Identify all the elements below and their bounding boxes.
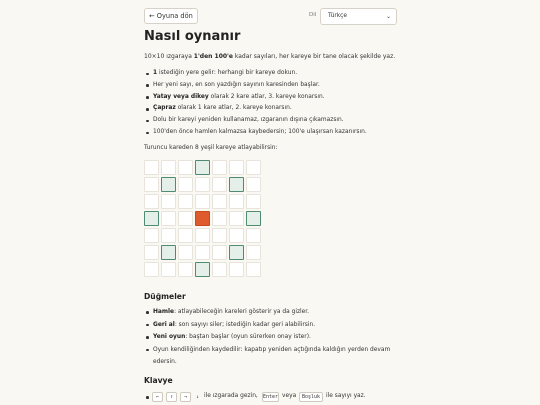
- rule-item: Yatay veya dikey olarak 2 kare atlar, 3. kareye konarsın.: [144, 92, 404, 104]
- buttons-heading: Düğmeler: [144, 292, 186, 301]
- button-help-item: Oyun kendiliğinden kaydedilir: kapatıp yeniden açtığında kaldığın yerden devam edersin.: [144, 344, 404, 369]
- intro-text: 10×10 ızgaraya 1'den 100'e kadar sayıları, her kareye bir tane olacak şekilde yaz.: [144, 53, 396, 60]
- demo-cell: [212, 228, 227, 243]
- rules-list: [144, 68, 404, 139]
- keyboard-heading: Klavye: [144, 376, 173, 385]
- demo-cell-target: [229, 177, 244, 192]
- chevron-down-icon: ⌄: [385, 13, 391, 20]
- demo-cell-target: [144, 211, 159, 226]
- demo-cell: [212, 177, 227, 192]
- demo-cell: [195, 177, 210, 192]
- bullet: [146, 396, 149, 399]
- demo-cell: [246, 177, 261, 192]
- demo-cell: [161, 160, 176, 175]
- language-select-value: Türkçe: [328, 13, 347, 19]
- demo-cell: [178, 177, 193, 192]
- demo-cell: [246, 194, 261, 209]
- demo-cell: [144, 245, 159, 260]
- language-label: Dil: [309, 12, 317, 18]
- demo-cell: [212, 245, 227, 260]
- demo-cell: [212, 211, 227, 226]
- keyboard-text-2: veya: [282, 393, 297, 399]
- demo-cell: [229, 228, 244, 243]
- keyboard-text-3: ile sayıyı yaz.: [326, 393, 366, 399]
- demo-cell: [178, 194, 193, 209]
- keyboard-help-line: [144, 392, 404, 404]
- button-help-item: Hamle: atlayabileceğin kareleri gösterir ya da gizler.: [144, 306, 404, 319]
- demo-cell: [229, 262, 244, 277]
- demo-cell: [161, 228, 176, 243]
- back-to-game-button[interactable]: ← Oyuna dön: [144, 8, 198, 24]
- demo-cell: [161, 262, 176, 277]
- rule-item: Dolu bir kareyi yeniden kullanamaz, ızgaranın dışına çıkamazsın.: [144, 115, 404, 127]
- arrow-up-key: ↑: [166, 392, 177, 402]
- demo-cell: [144, 228, 159, 243]
- rule-item: Her yeni sayı, en son yazdığın sayının karesinden başlar.: [144, 80, 404, 92]
- demo-cell: [144, 262, 159, 277]
- arrow-down-key: ↓: [195, 394, 199, 400]
- demo-cell: [246, 228, 261, 243]
- page-title: Nasıl oynanır: [144, 29, 241, 44]
- arrow-right-key: →: [180, 392, 191, 402]
- demo-cell-target: [229, 245, 244, 260]
- demo-cell-target: [161, 245, 176, 260]
- demo-cell: [144, 177, 159, 192]
- demo-cell: [229, 160, 244, 175]
- demo-cell: [178, 262, 193, 277]
- space-key: Boşluk: [299, 392, 323, 402]
- demo-cell: [195, 245, 210, 260]
- demo-cell-origin: [195, 211, 210, 226]
- demo-cell: [246, 262, 261, 277]
- arrow-left-key: ←: [152, 392, 163, 402]
- demo-cell: [195, 194, 210, 209]
- rule-item: Çapraz olarak 1 kare atlar, 2. kareye konarsın.: [144, 103, 404, 115]
- keyboard-text-1: ile ızgarada gezin,: [204, 393, 258, 399]
- demo-board: [144, 160, 263, 279]
- enter-key: Enter: [263, 394, 279, 400]
- demo-cell: [161, 211, 176, 226]
- demo-cell-target: [195, 160, 210, 175]
- demo-cell: [212, 194, 227, 209]
- button-help-item: Yeni oyun: baştan başlar (oyun sürerken onay ister).: [144, 331, 404, 344]
- demo-cell: [144, 194, 159, 209]
- demo-cell: [178, 160, 193, 175]
- demo-cell: [246, 245, 261, 260]
- demo-cell: [246, 160, 261, 175]
- demo-cell: [212, 262, 227, 277]
- demo-cell: [195, 228, 210, 243]
- top-bar: [144, 8, 398, 26]
- demo-cell-target: [246, 211, 261, 226]
- demo-cell: [212, 160, 227, 175]
- demo-cell: [229, 194, 244, 209]
- buttons-list: [144, 306, 404, 369]
- language-select[interactable]: [320, 8, 397, 25]
- demo-cell: [178, 211, 193, 226]
- demo-cell: [178, 228, 193, 243]
- demo-caption: Turuncu kareden 8 yeşil kareye atlayabilirsin:: [144, 145, 278, 151]
- demo-cell-target: [161, 177, 176, 192]
- demo-cell: [144, 160, 159, 175]
- demo-cell-target: [195, 262, 210, 277]
- rule-item: 100'den önce hamlen kalmazsa kaybedersin; 100'e ulaşırsan kazanırsın.: [144, 127, 404, 139]
- button-help-item: Geri al: son sayıyı siler; istediğin kadar geri alabilirsin.: [144, 319, 404, 332]
- rule-item: 1 istediğin yere gelir: herhangi bir kareye dokun.: [144, 68, 404, 80]
- demo-cell: [229, 211, 244, 226]
- demo-cell: [161, 194, 176, 209]
- demo-cell: [178, 245, 193, 260]
